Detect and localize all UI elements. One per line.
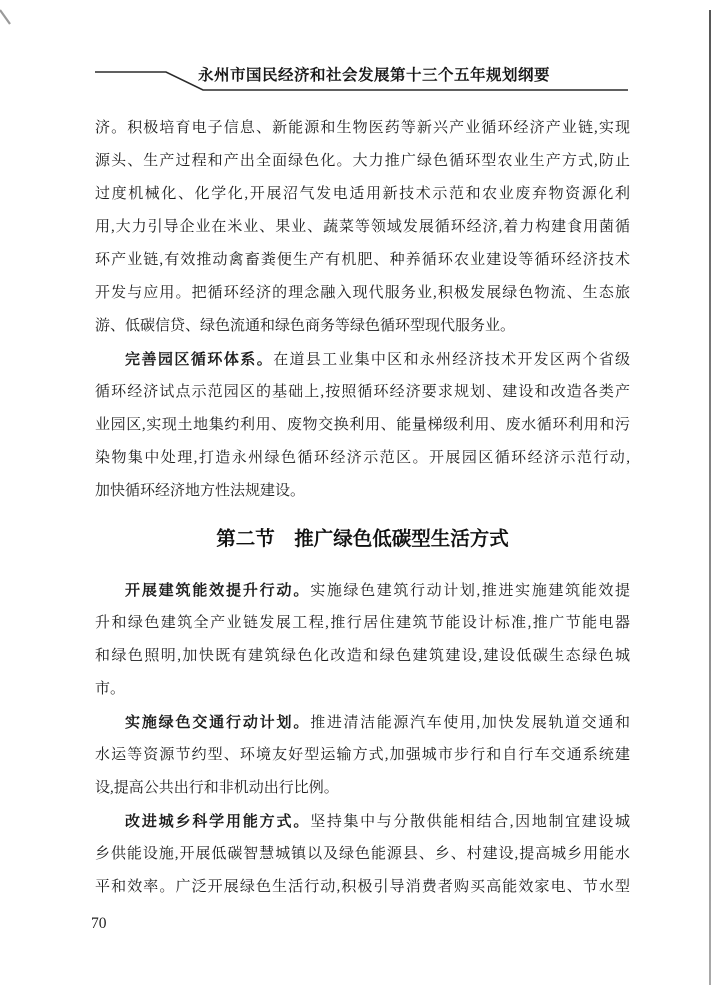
text-line: 升和绿色建筑全产业链发展工程,推行居住建筑节能设计标准,推广节能电器 xyxy=(95,615,630,631)
line-text: 实施绿色建筑行动计划,推进实施建筑能效提 xyxy=(310,583,630,599)
text-line: 加快循环经济地方性法规建设。 xyxy=(95,483,306,499)
text-line xyxy=(95,706,630,739)
text-line: 染物集中处理,打造永州绿色循环经济示范区。开展园区循环经济示范行动, xyxy=(95,450,630,466)
paragraph-lead: 改进城乡科学用能方式。 xyxy=(125,812,311,830)
section-heading: 第二节 推广绿色低碳型生活方式 xyxy=(216,527,509,550)
line-text: 推进清洁能源汽车使用,加快发展轨道交通和 xyxy=(310,715,630,731)
text-line: 开发与应用。把循环经济的理念融入现代服务业,积极发展绿色物流、生态旅 xyxy=(95,285,630,301)
paragraph-lead: 开展建筑能效提升行动。 xyxy=(125,581,311,599)
text-line: 设,提高公共出行和非机动出行比例。 xyxy=(95,780,339,796)
scan-artifact xyxy=(0,8,12,26)
text-line: 用,大力引导企业在米业、果业、蔬菜等领域发展循环经济,着力构建食用菌循 xyxy=(95,219,630,235)
line-text: 坚持集中与分散供能相结合,因地制宜建设城 xyxy=(310,814,630,830)
text-line: 游、低碳信贷、绿色流通和绿色商务等绿色循环型现代服务业。 xyxy=(95,318,516,334)
page-number: 70 xyxy=(91,915,107,932)
text-line: 济。积极培育电子信息、新能源和生物医药等新兴产业循环经济产业链,实现 xyxy=(95,120,630,136)
text-line: 环产业链,有效推动禽畜粪便生产有机肥、种养循环农业建设等循环经济技术 xyxy=(95,252,630,268)
body-text xyxy=(95,112,630,904)
text-line: 业园区,实现土地集约利用、废物交换利用、能量梯级利用、废水循环利用和污 xyxy=(95,417,630,433)
text-line: 循环经济试点示范园区的基础上,按照循环经济要求规划、建设和改造各类产 xyxy=(95,384,630,400)
text-line: 乡供能设施,开展低碳智慧城镇以及绿色能源县、乡、村建设,提高城乡用能水 xyxy=(95,846,630,862)
text-line: 水运等资源节约型、环境友好型运输方式,加强城市步行和自行车交通系统建 xyxy=(95,747,630,763)
header-title: 永州市国民经济和社会发展第十三个五年规划纲要 xyxy=(198,67,551,84)
text-line: 和绿色照明,加快既有建筑绿色化改造和绿色建筑建设,建设低碳生态绿色城 xyxy=(95,648,630,664)
paragraph-lead: 实施绿色交通行动计划。 xyxy=(125,713,311,731)
line-text: 在道县工业集中区和永州经济技术开发区两个省级 xyxy=(273,352,630,368)
text-line: 平和效率。广泛开展绿色生活行动,积极引导消费者购买高能效家电、节水型 xyxy=(95,879,630,895)
paragraph-lead: 完善园区循环体系。 xyxy=(125,350,274,368)
text-line: 过度机械化、化学化,开展沼气发电适用新技术示范和农业废弃物资源化利 xyxy=(95,186,630,202)
text-line xyxy=(95,343,630,376)
page-edge-line xyxy=(709,10,711,985)
text-line xyxy=(95,574,630,607)
text-line xyxy=(95,805,630,838)
text-line: 市。 xyxy=(95,681,126,697)
text-line: 源头、生产过程和产出全面绿色化。大力推广绿色循环型农业生产方式,防止 xyxy=(95,153,630,169)
